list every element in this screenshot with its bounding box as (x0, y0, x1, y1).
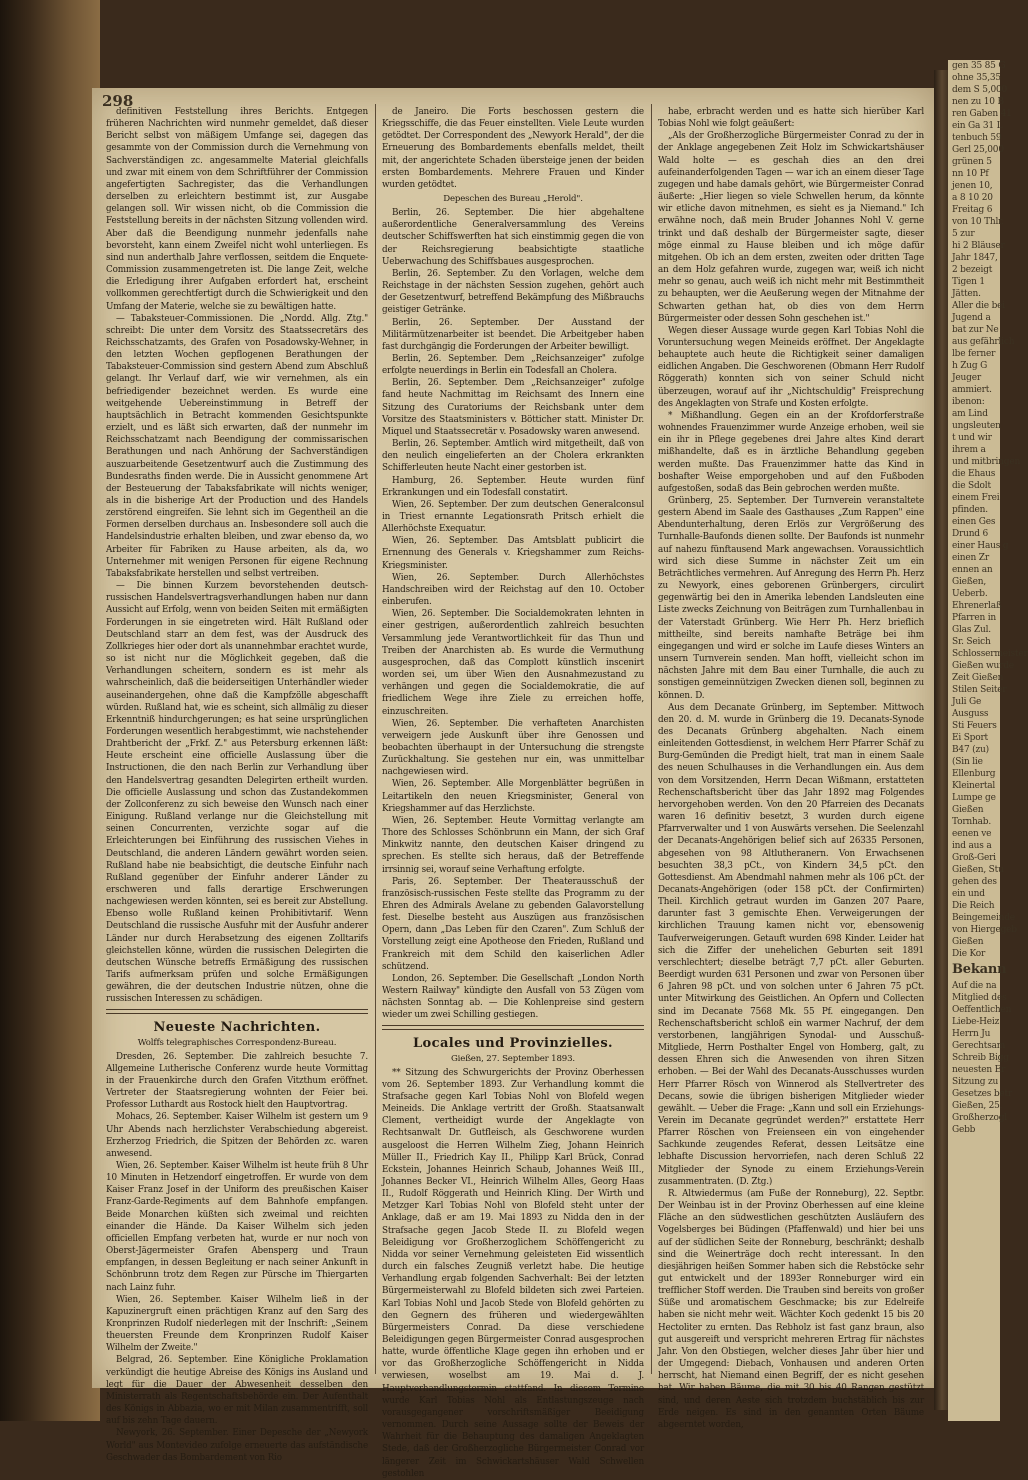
herold-subheading: Depeschen des Bureau „Herold". (443, 194, 583, 205)
next-page-fragment: Herrn Ju (952, 1029, 991, 1039)
next-page-fragment: die Sdolt (952, 481, 991, 491)
next-page-fragment: Schlossermeister (952, 649, 1028, 659)
next-page-fragment: ungsleuten (952, 421, 1001, 431)
neueste-nachrichten-heading: Neueste Nachrichten. (153, 1019, 321, 1035)
column-1 (106, 106, 368, 1464)
next-page-fragment: Tornhab. (952, 817, 992, 827)
next-page-fragment: ein und (952, 889, 985, 899)
dispatch-item: Paris, 26. September. Der Theaterausschuß der französisch-russischen Feste stellte das Programm zu der Ehren des Admirals Avelane zu gebenden Galavorstellung fest. Dieselbe besteht aus Auszügen aus französischen Opern, dann „Das Leben für den Czaren". Zum Schluß der Vorstellung zeigt eine Apotheose den Frieden, Rußland und Frankreich mit dem Schild den kaiserlichen Adler schützend. (382, 876, 644, 972)
next-page-fragment: einem Frei (952, 493, 1000, 503)
dispatch-item: Berlin, 26. September. Dem „Reichsanzeiger" zufolge fand heute Nachmittag im Reichsamt des Innern eine Sitzung des Curatoriums der Reichsbank unter dem Vorsitze des Staatsministers v. Bötticher statt. Minister Dr. Miquel und Staatssecretär v. Posadowsky waren anwesend. (382, 378, 644, 437)
next-page-fragment: eenen ve (952, 829, 992, 839)
next-page-fragment: Lumpe ge (952, 793, 996, 803)
dateline: Gießen, 27. September 1893. (450, 1053, 576, 1064)
next-page-fragment: Drund 6 (952, 529, 989, 539)
news-item: Dresden, 26. September. Die zahlreich besuchte 7. Allgemeine Lutherische Conferenz wurde heute Vormittag in der Frauenkirche durch den Grafen Vitzthum eröffnet. Vertreter der Staatsregierung wohnten der Feier bei. Professor Luthardt aus Rostock hielt den Hauptvortrag. (106, 1051, 368, 1111)
next-page-fragment: Großherzogl (952, 1113, 1007, 1123)
next-page-fragment: Zeit Gießen (952, 673, 1004, 683)
next-page-fragment: dem S 5,000 (952, 85, 1008, 95)
next-page-fragment: Gießen wurde (952, 661, 1014, 671)
next-page-fragment: lbe ferner (952, 349, 996, 359)
next-page-fragment: Oeffentlichen (952, 1005, 1012, 1015)
next-page-fragment: Auf die na (952, 981, 997, 991)
next-page-fragment: Pfarren in (952, 613, 997, 623)
next-page-fragment: Jugend a (952, 313, 991, 323)
next-page-fragment: Gerechtsam (952, 1041, 1006, 1051)
next-page-fragment: Ehrenerlaß (952, 601, 1002, 611)
next-page-fragment: h Zug G (952, 361, 988, 371)
next-page-fragment: Glas Zul. (952, 625, 991, 635)
locales-heading: Locales und Provinzielles. (413, 1035, 613, 1051)
next-page-fragment: (Sin lie (952, 757, 983, 767)
next-page-fragment: ein Ga 31 L (952, 121, 1003, 131)
article-paragraph: Grünberg, 25. September. Der Turnverein veranstaltete gestern Abend im Saale des Gasthauses „Zum Rappen" eine Abendunterhaltung, deren Erlös zur Vergrößerung des Turnhalle-Baufonds dienen sollte. Der Baufonds ist nunmehr auf nahezu fünftausend Mark angewachsen. Voraussichtlich wird sich diese Summe in nächster Zeit um ein Beträchtliches vermehren. Auf Anregung des Herrn Ph. Herz zu Newyork, eines geborenen Grünbergers, circulirt gegenwärtig bei den in Amerika lebenden Landsleuten eine Liste zwecks Zeichnung von Beiträgen zum Turnhallenbau in der Vaterstadt Grünberg. Wie Herr Ph. Herz brieflich mittheilte, sind bereits namhafte Beträge bei ihm eingegangen und wird er solche im Laufe dieses Winters an unsern Turnverein senden. Man hofft, vielleicht schon im nächsten Jahre mit dem Bau einer Turnhalle, die auch zu sonstigen gemeinnützigen Zwecken dienen soll, beginnen zu können. D. (658, 496, 924, 701)
next-page-fragment: Bekann (952, 962, 1007, 977)
dispatch-item: Wien, 26. September. Alle Morgenblätter begrüßen in Leitartikeln den neuen Kriegsminister, General von Kriegshammer auf das Herzlichste. (382, 779, 644, 814)
news-item: Mohacs, 26. September. Kaiser Wilhelm ist gestern um 9 Uhr Abends nach herzlichster Verabschiedung abgereist. Erzherzog Friedrich, die Spitzen der Behörden zc. waren anwesend. (106, 1112, 368, 1159)
next-page-fragment: Jeuger (952, 373, 981, 383)
dispatch-item: Wien, 26. September. Heute Vormittag verlangte am Thore des Schlosses Schönbrunn ein Mann, der sich Graf Minkwitz nannte, den deutschen Kaiser dringend zu sprechen. Es stellte sich heraus, daß der Betreffende irrsinnig sei, worauf seine Verhaftung erfolgte. (382, 815, 644, 875)
next-page-fragment: Gießen, (952, 577, 986, 587)
next-page-fragment: Ausguss (952, 709, 989, 719)
column-rule-2 (651, 104, 652, 1374)
dispatch-item: Berlin, 26. September. Zu den Vorlagen, welche dem Reichstage in der nächsten Session zugehen, gehört auch der Gesetzentwurf, betreffend Bekämpfung des Mißbrauchs geistiger Getränke. (382, 268, 644, 316)
next-page-edge (948, 60, 1028, 1421)
column-rule-1 (375, 104, 376, 1374)
next-page-fragment: a 8 10 20 (952, 193, 993, 203)
dispatch-item: London, 26. September. Die Gesellschaft „London North Western Railway" kündigte den Ausfall von 53 Zügen vom nächsten Sonntag ab. — Die Kohlenpreise sind gestern wieder um zwei Schilling gestiegen. (382, 973, 644, 1021)
book-binding-left (0, 0, 100, 1421)
section-divider (382, 1025, 644, 1030)
next-page-fragment: einen Zr (952, 553, 989, 563)
local-news-item: ** Sitzung des Schwurgerichts der Provinz Oberhessen vom 26. September 1893. Zur Verhandlung kommt die Strafsache gegen Karl Tobias Nohl von Blofeld wegen Meineids. Die Anklage vertritt der Großh. Staatsanwalt Clement, vertheidigt wurde der Angeklagte von Rechtsanwalt Dr. Gutfleisch, als Geschworene wurden ausgeloost die Herren Wilhelm Zieg, Johann Heinrich Müller II., Friedrich Kay II., Philipp Karl Brück, Conrad Eckstein, Johannes Heinrich Schaub, Johannes Weiß III., Johannes Becker VI., Heinrich Wilhelm Alles, Georg Haas II., Rudolf Röggerath und Heinrich Kling. Der Wirth und Metzger Karl Tobias Nohl von Blofeld steht unter der Anklage, daß er am 19. Mai 1893 zu Nidda den in der Strafsache gegen Jacob Stede II. zu Blofeld wegen Beleidigung vor Großherzoglichem Schöffengericht zu Nidda vor seiner Vernehmung geleisteten Eid wissentlich durch ein falsches Zeugniß verletzt habe. Die heutige Verhandlung ergab folgenden Sachverhalt: Bei der letzten Bürgermeisterwahl zu Blofeld bildeten sich zwei Parteien. Karl Tobias Nohl und Jacob Stede von Blofeld gehörten zu den Gegnern des früheren und wiedergewählten Bürgermeisters Conrad. Da diese verschiedene Beleidigungen gegen Bürgermeister Conrad ausgesprochen hatte, wurde öffentliche Klage gegen ihn erhoben und er vor das Großherzogliche Schöffengericht in Nidda verwiesen, woselbst am 19. Mai d. J. Hauptverhandlungstermin stattfand. In diesem Termine wurde Karl Tobias Nohl als Entlastungszeuge nach vorausgegangener vorschriftsmäßiger Beeidigung vernommen. Durch seine Aussage sollte der Beweis der Wahrheit für die Behauptung des damaligen Angeklagten Stede, daß der Großherzogliche Bürgermeister Conrad vor längerer Zeit im Schwickartshäuser Wald Schwellen gestohlen (382, 1067, 644, 1479)
news-item: Newyork, 26. September. Einer Depesche der „Newyork World" aus Montevideo zufolge erneuerte das aufständische Geschwader das Bombardement von Rio (106, 1428, 368, 1463)
column-3 (658, 106, 924, 1431)
news-item: Wien, 26. September. Kaiser Wilhelm ist heute früh 8 Uhr 10 Minuten in Hetzendorf eingetroffen. Er wurde von dem Kaiser Franz Josef in der Uniform des preußischen Kaiser Franz-Garde-Regiments auf dem Bahnhofe empfangen. Beide Monarchen küßten sich zweimal und reichten einander die Hände. Da Kaiser Wilhelm sich jeden officiellen Empfang verbeten hat, wurde er nur noch von Oberst-Jägermeister Grafen Abensperg und Traun empfangen, in dessen Begleitung er nach seiner Ankunft in Schönbrunn trotz dem Regen zur Pürsche im Thiergarten nach Lainz fuhr. (106, 1160, 368, 1293)
dispatch-item: Berlin, 26. September. Amtlich wird mitgetheilt, daß von den neulich eingelieferten an der Cholera erkrankten Schifferleuten heute Nacht einer gestorben ist. (382, 439, 644, 474)
next-page-fragment: einen Ges (952, 517, 996, 527)
newspaper-page (92, 88, 934, 1479)
next-page-fragment: gen 35 85 G (952, 61, 1006, 71)
next-page-fragment: ibenon: (952, 397, 985, 407)
next-page-fragment: am Lind (952, 409, 988, 419)
next-page-fragment: jenen 10, (952, 181, 993, 191)
next-page-fragment: Gießen (952, 805, 984, 815)
next-page-fragment: hi 2 Bläuser (952, 241, 1005, 251)
next-page-fragment: von 10 Thlr. (952, 217, 1004, 227)
dispatch-item: Berlin, 26. September. Die hier abgehaltene außerordentliche Generalversammlung des Vereins deutscher Schiffswerften hat sich einstimmig gegen die von der Reichsregierung beabsichtigte staatliche Ueberwachung des Schiffsbaues ausgesprochen. (382, 208, 644, 267)
article-paragraph: Wegen dieser Aussage wurde gegen Karl Tobias Nohl die Voruntersuchung wegen Meineids eröffnet. Der Angeklagte behauptete auch heute die Richtigkeit seiner damaligen eidlichen Angaben. Die Geschworenen (Obmann Herr Rudolf Röggerath) konnten sich von seiner Schuld nicht überzeugen, worauf auf ihr „Nichtschuldig" Freisprechung des Angeklagten von Strafe und Kosten erfolgte. (658, 325, 924, 409)
dispatch-item: Hamburg, 26. September. Heute wurden fünf Erkrankungen und ein Todesfall constatirt. (382, 475, 644, 498)
page-number: 298 (102, 92, 134, 110)
next-page-fragment: ind aus a (952, 841, 992, 851)
next-page-fragment: Gießen, Stu (952, 865, 1004, 875)
next-page-fragment: und mitbringen (952, 457, 1021, 467)
article-paragraph: definitiven Feststellung ihres Berichts. Entgegen früheren Nachrichten wird nunmehr gemeldet, daß dieser Bericht selbst von mäßigem Umfange sei, dagegen das gesammte von der Commission durch die Vernehmung von Sachverständigen zc. angesammelte Material gleichfalls und zwar mit einem von dem Schriftführer der Commission angefertigten Sachregister, das die Verhandlungen derselben zu erleichtern bestimmt ist, zur Ausgabe gelangen soll. Wir wissen nicht, ob die Commission die Feststellung bereits in der nächsten Sitzung vollenden wird. Aber daß die Beendigung nunmehr jedenfalls nahe bevorsteht, kann einem Zweifel nicht wohl unterliegen. Es sind nun anderthalb Jahre verflossen, seitdem die Enquete-Commission zusammengetreten ist. Die lange Zeit, welche die Erledigung ihrer Aufgaben erfordert hat, erscheint vollkommen gerechtfertigt durch die Schwierigkeit und den Umfang der Materie, welche sie zu bewältigen hatte. (106, 107, 368, 312)
next-page-fragment: gehen des (952, 877, 997, 887)
next-page-fragment: Gerl 25,000 (952, 145, 1004, 155)
next-page-fragment: Die Reich (952, 901, 995, 911)
next-page-fragment: Die Kor (952, 949, 986, 959)
dispatch-item: Wien, 26. September. Der zum deutschen Generalconsul in Triest ernannte Legationsrath Pritsch erhielt die Allerhöchste Exequatur. (382, 499, 644, 535)
news-item: Belgrad, 26. September. Eine Königliche Proklamation verkündigt die heutige Abreise des Königs ins Ausland und legt für die Dauer der Abwesenheit desselben den Ministerrath als Regentschaftsbehörde ein. Der Aufenthalt des Königs in Abbazia, wo er mit Milan zusammentrifft, soll auf bis zehn Tage dauern. (106, 1355, 368, 1427)
next-page-fragment: Freitag 6 (952, 205, 993, 215)
next-page-fragment: 2 bezeigt (952, 265, 993, 275)
next-page-fragment: Sti Feuers (952, 721, 997, 731)
article-paragraph: „Als der Großherzogliche Bürgermeister Conrad zu der in der Anklage angegebenen Zeit Holz im Schwickartshäuser Wald holte — es geschah dies an den drei aufeinanderfolgenden Tagen — war ich an einem dieser Tage zugegen und habe damals gehört, wie Bürgermeister Conrad äußerte: „Hier liegen so viele Schwellen herum, da könnte wir etliche davon mitnehmen, es sieht es ja Niemand." Ich erwähne noch, daß mein Bruder Johannes Nohl V. gerne trinkt und daß deshalb der Bürgermeister sagte, dieser möge einmal zu Hause bleiben und ich möge dafür mitgehen. Ob ich an dem ersten, zweiten oder dritten Tage an dem Holz gefahren wurde, zugegen war, weiß ich nicht mehr so genau, auch weiß ich nicht mehr mit Bestimmtheit zu behaupten, wer die Aeußerung wegen der Mitnahme der Schwarten gethan hat, ob dies von dem Herrn Bürgermeister oder dessen Sohn geschehen ist." (658, 131, 924, 324)
next-page-fragment: Tigen 1 (952, 277, 985, 287)
next-page-fragment: neuesten Er (952, 1065, 1006, 1075)
next-page-fragment: Gießen, 25. (952, 1101, 1003, 1111)
next-page-fragment: tenbuch 59 (952, 133, 1002, 143)
next-page-fragment: t und wir (952, 433, 992, 443)
next-page-fragment: aus gefährlich (952, 337, 1015, 347)
dispatch-item: Berlin, 26. September. Dem „Reichsanzeiger" zufolge erfolgte neuerdings in Berlin ein Todesfall an Cholera. (382, 353, 644, 377)
next-page-fragment: die Ehaus (952, 469, 996, 479)
next-page-fragment: Sitzung zu (952, 1077, 999, 1087)
next-page-fragment: Liebe-Heiz (952, 1017, 1000, 1027)
next-page-fragment: ammiert. (952, 385, 992, 395)
next-page-fragment: Gebb (952, 1125, 976, 1135)
next-page-fragment: Kleinertal (952, 781, 996, 791)
next-page-fragment: B47 (zu) (952, 745, 989, 755)
next-page-fragment: Stilen Seiter (952, 685, 1007, 695)
next-page-fragment: ihrem a (952, 445, 986, 455)
next-page-fragment: Ei Sport (952, 733, 988, 743)
dispatch-item: Wien, 26. September. Das Amtsblatt publicirt die Ernennung des Generals v. Kriegshammer zum Reichs-Kriegsminister. (382, 536, 644, 571)
next-page-fragment: Gesetzes betr (952, 1089, 1013, 1099)
next-page-fragment: Ellenburg (952, 769, 996, 779)
dispatch-item: Berlin, 26. September. Der Ausstand der Militärmützenarbeiter ist beendet. Die Arbeitgeber haben fast durchgängig die Forderungen der Arbeiter bewilligt. (382, 317, 644, 352)
next-page-fragment: nn 10 Pf (952, 169, 989, 179)
next-page-fragment: von Hiergegeb (952, 925, 1017, 935)
next-page-fragment: Schreib Bigg (952, 1053, 1009, 1063)
dispatch-item: Wien, 26. September. Durch Allerhöchstes Handschreiben wird der Reichstag auf den 10. October einberufen. (382, 572, 644, 608)
dispatch-item: Wien, 26. September. Die verhafteten Anarchisten verweigern jede Auskunft über ihre Genossen und beobachten überhaupt in der Untersuchung die strengste Zurückhaltung. Sie gestehen nur ein, was unmittelbar nachgewiesen wird. (382, 718, 644, 778)
section-divider (106, 1009, 368, 1014)
dispatch-item: Wien, 26. September. Die Socialdemokraten lehnten in einer gestrigen, außerordentlich zahlreich besuchten Versammlung jede Verantwortlichkeit für das Thun und Treiben der Anarchisten ab. Es wurde die Vermuthung ausgesprochen, daß das Complott künstlich inscenirt worden sei, um über Wien den Ausnahmezustand zu verhängen und gegen die Socialdemokratie, die auf friedlichem Wege ihre Ziele zu erreichen hoffe, einzuschreiten. (382, 609, 644, 717)
next-page-fragment: Groß-Geri (952, 853, 996, 863)
next-page-fragment: Ueberb. (952, 589, 988, 599)
next-page-fragment: Beingemeinde (952, 913, 1015, 923)
next-page-fragment: 5 zur (952, 229, 975, 239)
news-item: Wien, 26. September. Kaiser Wilhelm ließ in der Kapuzinergruft einen prächtigen Kranz auf den Sarg des Kronprinzen Rudolf niederlegen mit der Inschrift: „Seinem theuersten Freunde dem Kronprinzen Rudolf Kaiser Wilhelm der Zweite." (106, 1294, 368, 1354)
next-page-fragment: Mitglied des (952, 993, 1007, 1003)
article-paragraph: — Die binnen Kurzem bevorstehenden deutsch-russischen Handelsvertragsverhandlungen haben nur dann Aussicht auf Erfolg, wenn von beiden Seiten mit ermäßigten Forderungen in sie eingetreten wird. Hält Rußland oder Deutschland starr an dem fest, was der Ausdruck des Zollkrieges hier oder dort als unannehmbar erachtet wurde, so ist nicht nur die Möglichkeit gegeben, daß die Verhandlungen scheitern, sondern es ist mehr als wahrscheinlich, daß die beiderseitigen Unterhändler wieder auseinandergehen, ohne daß die Kampfzölle abgeschafft würden. Rußland hat, wie es scheint, sich allmälig zu dieser Erkenntniß hindurchgerungen; es hat seine ursprünglichen Forderungen wesentlich herabgestimmt, wie nachstehender Drahtbericht der „Frkf. Z." aus Petersburg erkennen läßt: Heute erscheint eine officielle Auslassung über die Instructionen, die den nach Berlin zur Verhandlung über den Handelsvertrag gesandten Delegirten ertheilt wurden. Die officielle Auslassung und schon das Zustandekommen der Zollconferenz zu sich beweise den Wunsch nach einer Einigung. Rußland verlange nur die Gleichstellung mit seinen Concurrenten, verzichte sogar auf die Erleichterungen bei Einführung des russischen Viehes in Deutschland, die anderen Ländern gewährt worden seien. Rußland habe nie beabsichtigt, die deutsche Einfuhr nach Rußland gegenüber der Einfuhr anderer Länder zu erschweren und falls derartige Erschwerungen nachgewiesen werden könnten, sei es bereit zur Abstellung. Ebenso wolle Rußland keinen Prohibitivtarif. Wenn Deutschland die russische Ausfuhr mit der Ausfuhr anderer Länder nur durch Herabsetzung des eigenen Zolltarifs gleichstellen könne, würden die russischen Delegirten die deutschen Wünsche betreffs Ermäßigung des russischen Tarifs aufmerksam prüfen und solche Ermäßigungen gewähren, die der deutschen Industrie nützen, ohne die russischen Interessen zu schädigen. (106, 581, 368, 1005)
next-page-fragment: bat zur Ne (952, 325, 999, 335)
next-page-fragment: ohne 35,35 (952, 73, 1001, 83)
article-paragraph: — Tabaksteuer-Commissionen. Die „Nordd. Allg. Ztg." schreibt: Die unter dem Vorsitz des Staatssecretärs des Reichsschatzamts, des Grafen von Posadowsky-Wehner, in den letzten Wochen gepflogenen Berathungen der Tabaksteuer-Commission sind gestern Abend zum Abschluß gelangt. Ihr Verlauf darf, wie wir vernehmen, als ein befriedigender bezeichnet werden. Es wurde eine weitgehende Uebereinstimmung in Betreff der hauptsächlich in Betracht kommenden Gesichtspunkte erzielt, und es läßt sich erwarten, daß der nunmehr im Reichsschatzamt nach Beendigung der commissarischen Berathungen und nach Anhörung der Sachverständigen auszuarbeitende Gesetzentwurf auch die Zustimmung des Bundesraths finden werde. Die in Aussicht genommene Art der Besteuerung der Tabaksfabrikate will nichts weniger, als in die bisherige Art der Production und des Handels zerstörend eingreifen. Sie lehnt sich im Gegentheil an die Formen derselben durchaus an. Insbesondere soll auch die Handelsindustrie erhalten bleiben, und zwar ebenso da, wo Arbeiter für Fabriken zu Hause arbeiten, als da, wo Unternehmer mit wenigen Personen für eigene Rechnung Tabaksfabrikate herstellen und selbst vertreiben. (106, 313, 368, 579)
next-page-fragment: grünen 5 (952, 157, 992, 167)
article-paragraph: habe, erbracht werden und es hatte sich hierüber Karl Tobias Nohl wie folgt geäußert: (658, 107, 924, 130)
next-page-fragment: ren Gaben 41 (952, 109, 1012, 119)
next-page-fragment: Jätten. (952, 289, 981, 299)
next-page-fragment: Aller die bei (952, 301, 1005, 311)
next-page-fragment: Jahr 1847, (952, 253, 998, 263)
next-page-fragment: Juli Ge (952, 697, 982, 707)
article-paragraph: Aus dem Decanate Grünberg, im September. Mittwoch den 20. d. M. wurde in Grünberg die 19. Decanats-Synode des Decanats Grünberg abgehalten. Nach einem einleitenden Gottesdienst, in welchem Herr Pfarrer Schäf zu Burg-Gemünden die Predigt hielt, trat man in einem Saale des neuen Schulhauses in die Verhandlungen ein. Aus dem von dem Vorsitzenden, Herrn Decan Wißmann, erstatteten Rechenschaftsbericht über das Jahr 1892 mag Folgendes hervorgehoben werden. Von den 20 Pfarreien des Decanats waren 16 definitiv besetzt, 3 wurden durch eigene Pfarrverwalter und 1 von Auswärts versehen. Die Seelenzahl der Decanats-Angehörigen belief sich auf 26335 Personen, abgesehen von 98 Altlutheranern. Von Erwachsenen besuchten 38,3 pCt., von Kindern 34,5 pCt. den Gottesdienst. Am Abendmahl nahmen mehr als 106 pCt. der Decanats-Angehörigen (oder 158 pCt. der Confirmirten) Theil. Kirchlich getraut wurden im Ganzen 207 Paare, darunter fast 3 gemischte Ehen. Verweigerungen der kirchlichen Trauung kamen nicht vor, ebensowenig Taufverweigerungen. Getauft wurden 698 Kinder. Leider hat sich die Ziffer der unehelichen Geburten seit 1891 verschlechtert; dieselbe beträgt 7,7 pCt. aller Geburten. Beerdigt wurden 631 Personen und zwar von Personen über 6 Jahren 98 pCt. und von solchen unter 6 Jahren 75 pCt. unter Mitwirkung des Geistlichen. An Opfern und Collecten sind im Decanate 7568 Mk. 55 Pf. eingegangen. Den Rechenschaftsbericht schloß ein warmer Nachruf, der dem verstorbenen, langjährigen Synodal- und Ausschuß-Mitgliede, Herrn Posthalter Engel von Homberg, galt, zu dessen Ehren sich die Anwesenden von ihren Sitzen erhoben. — Bei der Wahl des Decanats-Ausschusses wurden Herr Pfarrer Rösch von Winnerod als Stellvertreter des Decans, sowie die übrigen bisherigen Mitglieder wieder gewählt. — Ueber die Frage: „Kann und soll ein Erziehungs-Verein im Decanate gegründet werden?" erstattete Herr Pfarrer Röschen von Freienseen ein von eingehender Sachkunde zeugendes Referat, dessen Leitsätze eine lebhafte Discussion hervorriefen, nach deren Schluß 22 Mitglieder der Synode zu einem Erziehungs-Verein zusammentraten. (D. Ztg.) (658, 702, 924, 1187)
next-page-fragment: nen zu 10 B (952, 97, 1004, 107)
column-2 (382, 106, 644, 1480)
next-page-fragment: Gießen (952, 937, 984, 947)
next-page-fragment: ennen an (952, 565, 993, 575)
next-page-fragment: Sr. Seich (952, 637, 991, 647)
article-paragraph: * Mißhandlung. Gegen ein an der Krofdorferstraße wohnendes Frauenzimmer wurde Anzeige erhoben, weil sie ein ihr in Pflege gegebenes drei Jahre altes Kind derart mißhandelte, daß es in ärztliche Behandlung gegeben werden mußte. Das Frauenzimmer hatte das Kind in boshafter Weise emporgehoben und auf den Fußboden aufgestoßen, sodaß das Bein gebrochen werden mußte. (658, 410, 924, 494)
next-page-fragment: einer Haus g (952, 541, 1009, 551)
article-paragraph: R. Altwiedermus (am Fuße der Ronneburg), 22. Septbr. Der Weinbau ist in der Provinz Oberhessen auf eine kleine Fläche an den südwestlichen geschützten Ausläufern des Vogelsberges bei Büdingen (Pfaffenwald) und hier bei uns auf der südlichen Seite der Ronneburg, beschränkt; deshalb sind die Weinerträge doch recht interessant. In den diesjährigen heißen Sommer haben sich die Rebstöcke sehr gut entwickelt und der 1893er Ronneburger wird ein trefflicher Stoff werden. Die Trauben sind bereits von großer Süße und aromatischem Geschmacke; bis zur Edelreife haben sie nicht mehr weit. Wächter Koch gedenkt 15 bis 20 Hectoliter zu ernten. Das Rebholz ist fast ganz braun, also gut ausgereift und verspricht mehreren Ertrag für nächstes Jahr. Von den Obstiegen, welcher dieses Jahr über hier und der Umgegend: Diebach, Vonhausen und anderen Orten herrscht, hat Niemand einen Begriff, der es nicht gesehen hat. Wir haben Bäume, die mit 30 bis 40 Rangen gestützt sind, und deren Aeste sich trotzdem buchstäblich bis zur Erde neigen. Es sind in den genannten Orten Bäume abgeerntet worden, (658, 1188, 924, 1430)
next-page-fragment: pfinden. (952, 505, 988, 515)
news-item: de Janeiro. Die Forts beschossen gestern die Kriegsschiffe, die das Feuer einstellten. Viele Leute wurden getödtet. Der Correspondent des „Newyork Herald", der die Erneuerung des Bombardements ebenfalls meldet, theilt mit, der angerichtete Schaden übersteige jenen der beiden ersten Bombardements. Mehrere Frauen und Kinder wurden getödtet. (382, 107, 644, 190)
wolff-subheading: Wolffs telegraphisches Correspondenz-Bureau. (137, 1037, 337, 1048)
